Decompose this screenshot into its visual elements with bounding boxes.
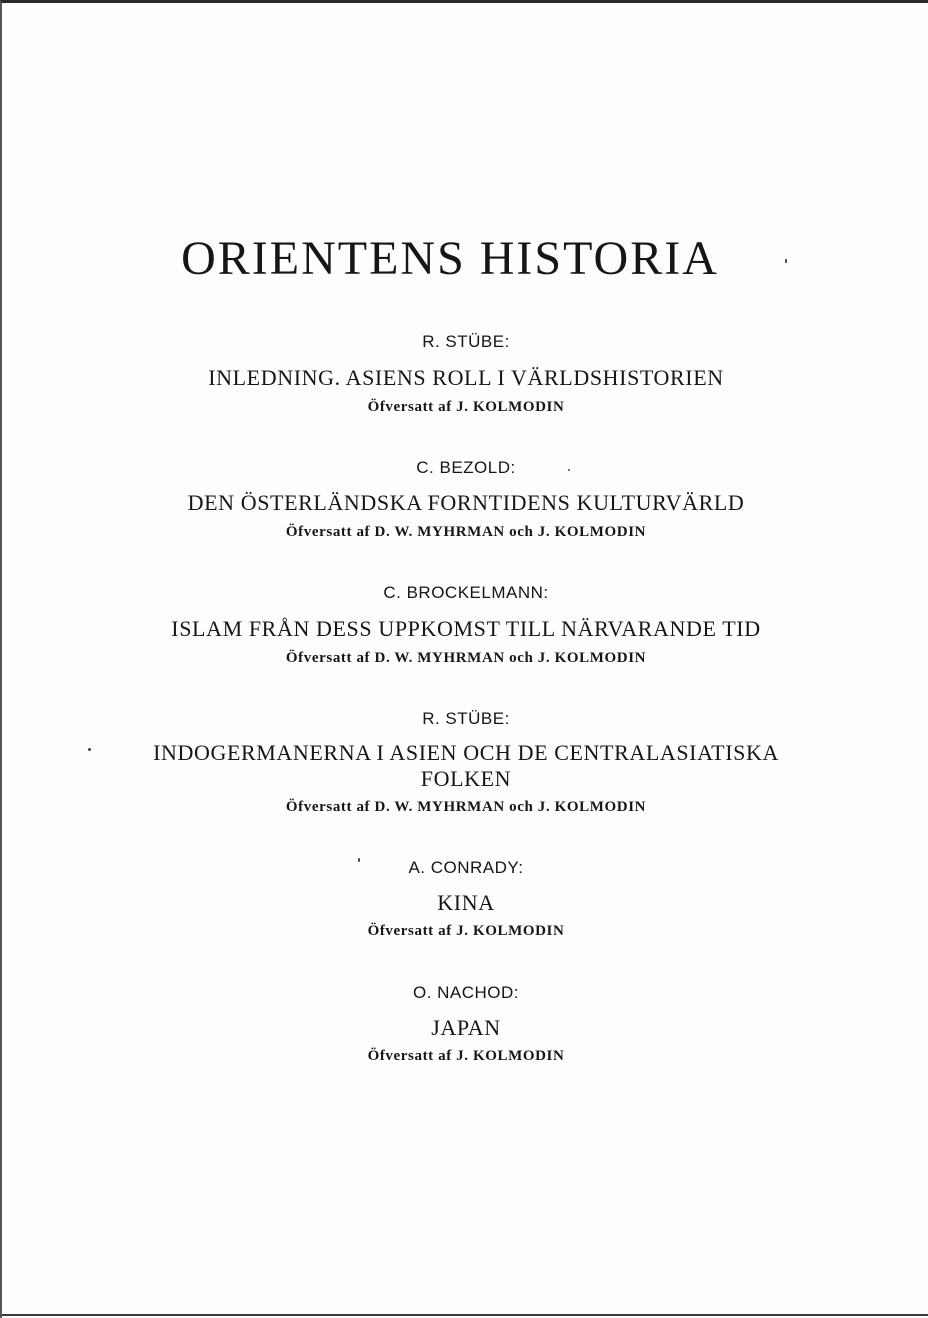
volume-3-title: ISLAM FRÅN DESS UPPKOMST TILL NÄRVARANDE TID xyxy=(171,616,761,641)
volume-5-author: A. CONRADY: xyxy=(408,858,524,877)
volume-1-author: R. STÜBE: xyxy=(422,332,510,351)
scan-speck xyxy=(88,748,91,751)
volume-2-author: C. BEZOLD: xyxy=(416,458,516,477)
page-bottom-edge xyxy=(2,1314,928,1316)
volume-6-translator: Öfversatt af J. KOLMODIN xyxy=(367,1048,565,1064)
volume-2-title: DEN ÖSTERLÄNDSKA FORNTIDENS KULTURVÄRLD xyxy=(187,490,745,515)
volume-4-title-line-2: FOLKEN xyxy=(420,766,512,791)
volume-4-translator: Öfversatt af D. W. MYHRMAN och J. KOLMODIN xyxy=(285,799,647,815)
volume-4-author: R. STÜBE: xyxy=(422,709,510,728)
scan-speck xyxy=(785,259,787,263)
volume-3-translator: Öfversatt af D. W. MYHRMAN och J. KOLMODIN xyxy=(285,650,647,666)
volume-2-translator: Öfversatt af D. W. MYHRMAN och J. KOLMODIN xyxy=(285,524,647,540)
volume-6-author: O. NACHOD: xyxy=(412,983,520,1002)
volume-3-author: C. BROCKELMANN: xyxy=(383,583,549,602)
page-title: ORIENTENS HISTORIA xyxy=(181,232,719,285)
volume-1-translator: Öfversatt af J. KOLMODIN xyxy=(367,399,565,415)
volume-5-title: KINA xyxy=(437,890,495,915)
volume-5-translator: Öfversatt af J. KOLMODIN xyxy=(367,923,565,939)
volume-6-title: JAPAN xyxy=(431,1015,501,1040)
scan-speck xyxy=(358,858,360,862)
scan-speck xyxy=(568,469,570,471)
volume-4-title-line-1: INDOGERMANERNA I ASIEN OCH DE CENTRALASIATISKA xyxy=(153,740,779,765)
volume-1-title: INLEDNING. ASIENS ROLL I VÄRLDSHISTORIEN xyxy=(208,365,724,390)
